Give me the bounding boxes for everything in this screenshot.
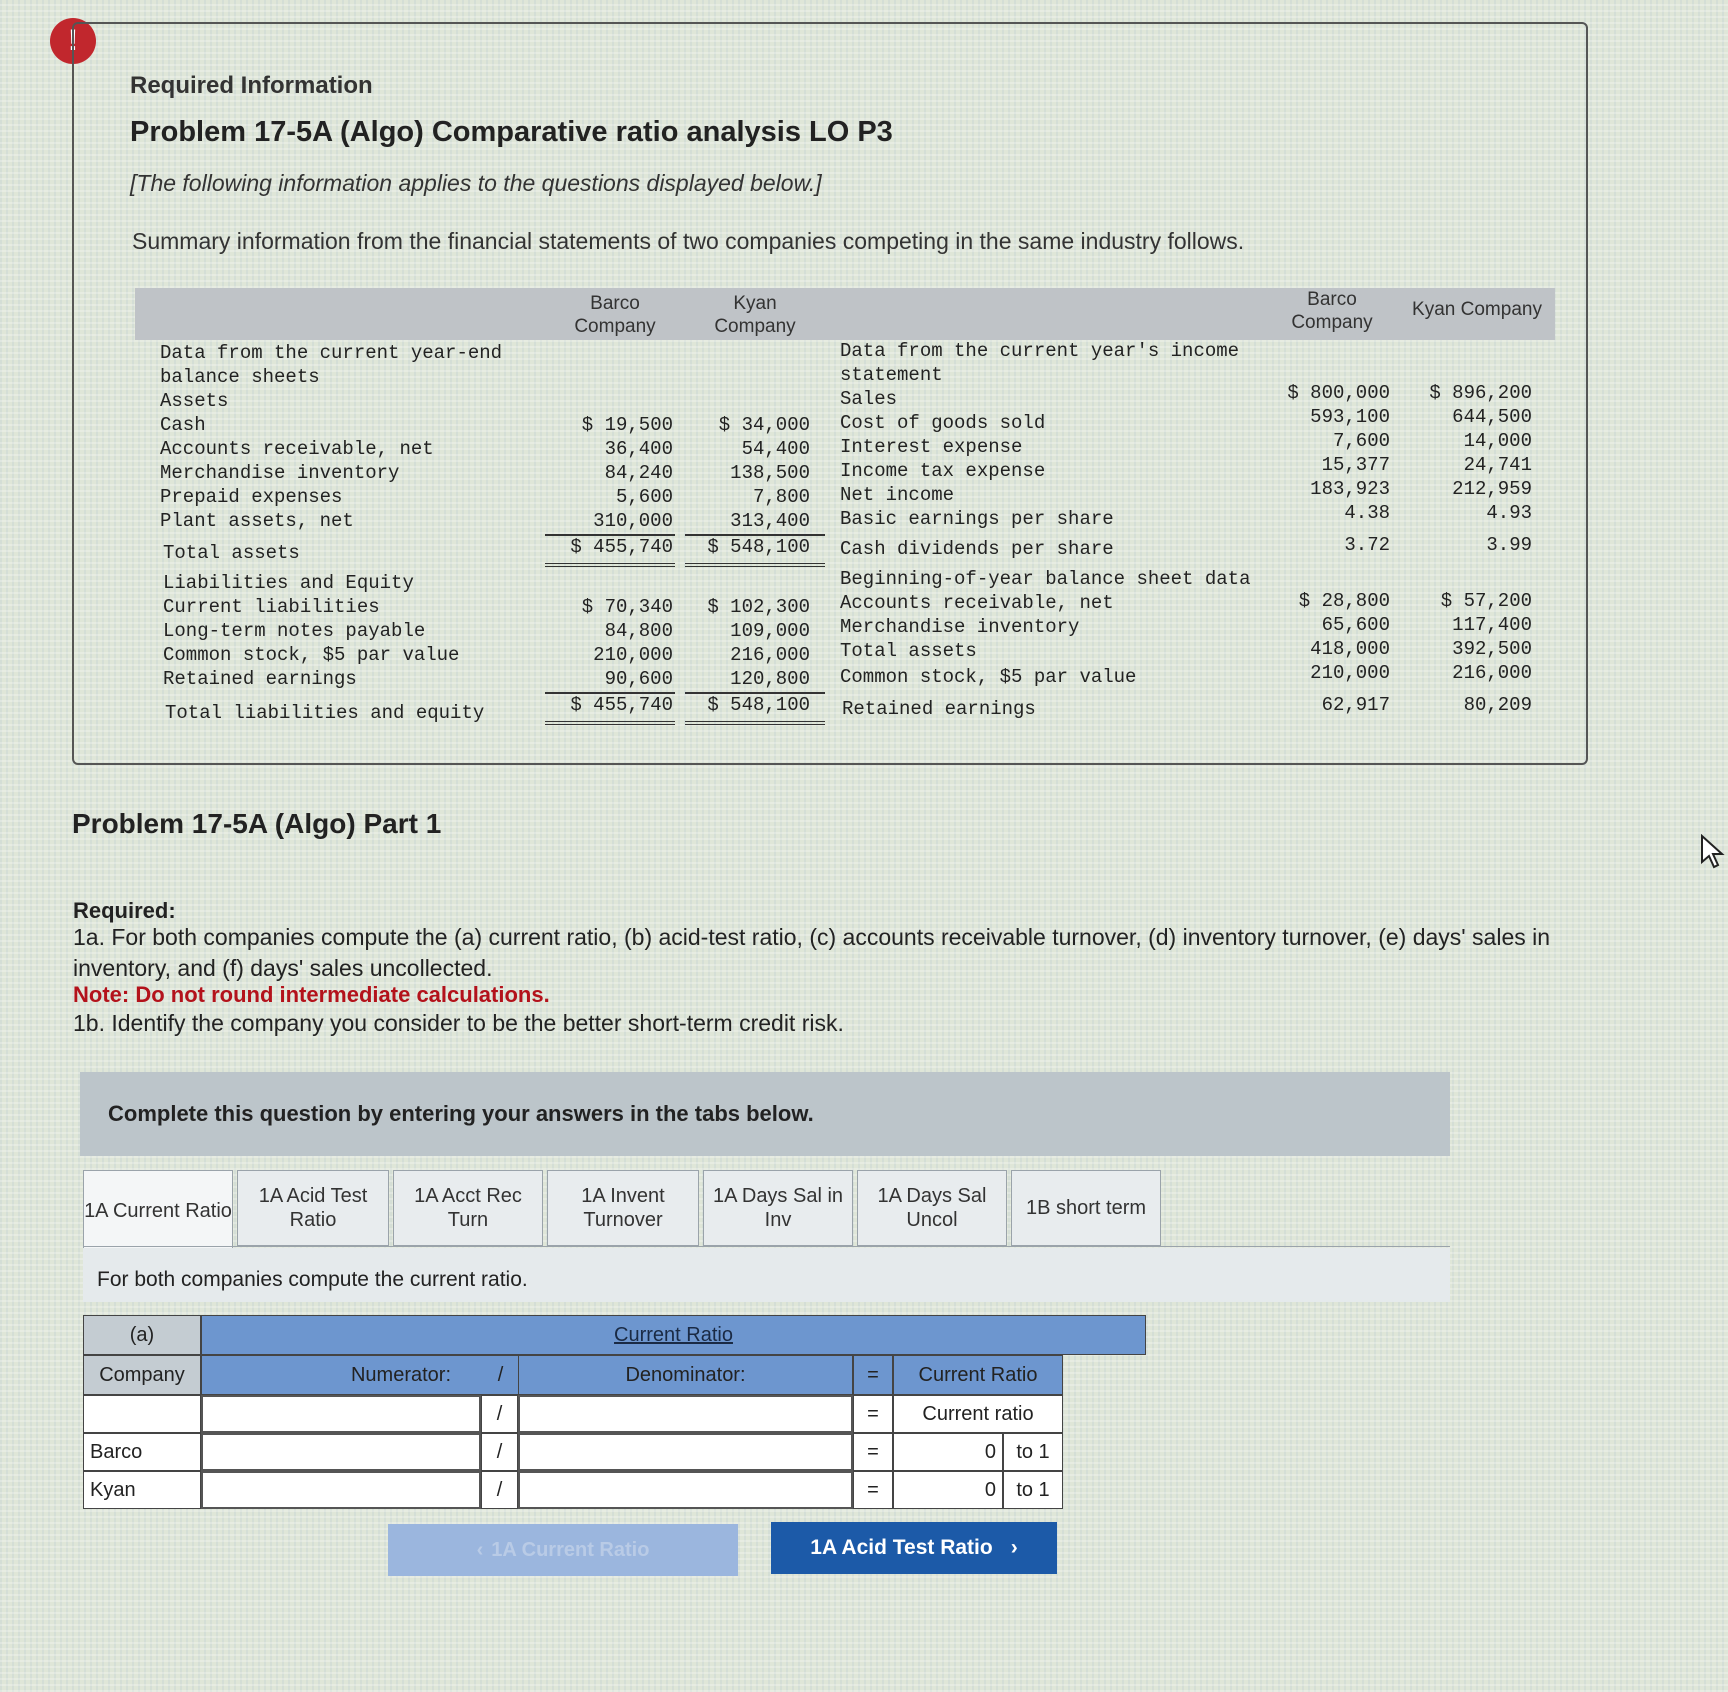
income-row-barco: 4.38 bbox=[1344, 502, 1390, 524]
balance-row-kyan: 138,500 bbox=[730, 462, 810, 484]
tab-invent-turnover[interactable]: 1A Invent Turnover bbox=[547, 1170, 699, 1246]
next-tab-label: 1A Acid Test Ratio bbox=[810, 1536, 993, 1559]
income-row-label: Basic earnings per share bbox=[840, 508, 1114, 530]
numerator-input-barco[interactable] bbox=[201, 1433, 481, 1471]
prev-tab-label: 1A Current Ratio bbox=[491, 1538, 650, 1561]
rounding-note: Note: Do not round intermediate calculations. bbox=[73, 982, 550, 1007]
liab-row-barco: 90,600 bbox=[604, 668, 673, 690]
balance-row-kyan: $ 34,000 bbox=[718, 414, 810, 436]
income-row-kyan: 3.99 bbox=[1486, 534, 1532, 556]
beginning-balance-title: Beginning-of-year balance sheet data bbox=[840, 568, 1251, 590]
beg-row-label: Common stock, $5 par value bbox=[840, 666, 1137, 688]
ratio-suffix: to 1 bbox=[1016, 1440, 1050, 1463]
income-row-label: Interest expense bbox=[840, 436, 1023, 458]
table-title-cell bbox=[201, 1315, 1146, 1355]
result-header-label: Current Ratio bbox=[918, 1363, 1038, 1386]
liab-row-kyan: 120,800 bbox=[730, 668, 810, 690]
income-row-kyan: 14,000 bbox=[1463, 430, 1532, 452]
liabilities-title: Liabilities and Equity bbox=[163, 572, 414, 594]
income-title-line1: Data from the current year's income bbox=[840, 340, 1240, 362]
total-rule bbox=[685, 721, 825, 725]
income-row-label: Sales bbox=[840, 388, 898, 410]
income-row-barco: 3.72 bbox=[1344, 534, 1390, 556]
income-row-barco: 15,377 bbox=[1321, 454, 1390, 476]
liab-row-barco: 210,000 bbox=[593, 644, 673, 666]
tab-instruction: For both companies compute the current ratio. bbox=[97, 1268, 528, 1291]
a-label: (a) bbox=[129, 1323, 155, 1346]
balance-title-line2: balance sheets bbox=[160, 366, 320, 388]
next-tab-button[interactable] bbox=[771, 1522, 1057, 1574]
beg-row-barco: 65,600 bbox=[1321, 614, 1390, 636]
beg-row-label: Accounts receivable, net bbox=[840, 592, 1114, 614]
required-label: Required: bbox=[73, 898, 176, 923]
mouse-cursor-icon bbox=[1700, 834, 1726, 870]
liab-row-label: Retained earnings bbox=[163, 668, 357, 690]
ratio-suffix-kyan bbox=[1003, 1471, 1063, 1509]
liab-row-kyan: 109,000 bbox=[730, 620, 810, 642]
liab-row-label: Long-term notes payable bbox=[163, 620, 426, 642]
balance-row-label: Plant assets, net bbox=[160, 510, 354, 532]
total-liab-kyan: $ 548,100 bbox=[707, 694, 810, 716]
question-1a: 1a. For both companies compute the (a) current ratio, (b) acid-test ratio, (c) accounts receivable turnover, (d) inventory turnover, (e) days' sales in inventory, and (f) days' sales uncollected. bbox=[73, 924, 1551, 981]
slash-sign: / bbox=[496, 1478, 503, 1501]
balance-row-label: Merchandise inventory bbox=[160, 462, 400, 484]
liab-row-label: Current liabilities bbox=[163, 596, 380, 618]
total-liab-barco: $ 455,740 bbox=[570, 694, 673, 716]
equals-sign: = bbox=[867, 1440, 879, 1463]
income-row-label: Cost of goods sold bbox=[840, 412, 1046, 434]
total-liab-label: Total liabilities and equity bbox=[165, 702, 485, 724]
liab-row-kyan: 216,000 bbox=[730, 644, 810, 666]
ratio-value: 0 bbox=[984, 1478, 996, 1501]
company-blank-cell bbox=[83, 1395, 201, 1433]
income-title-line2: statement bbox=[840, 364, 943, 386]
income-row-kyan: 4.93 bbox=[1486, 502, 1532, 524]
income-row-barco: $ 800,000 bbox=[1287, 382, 1390, 404]
denominator-header bbox=[518, 1355, 853, 1395]
balance-row-barco: 310,000 bbox=[593, 510, 673, 532]
total-rule bbox=[545, 563, 675, 567]
income-row-kyan: $ 896,200 bbox=[1429, 382, 1532, 404]
balance-row-label: Prepaid expenses bbox=[160, 486, 343, 508]
tab-underline bbox=[83, 1246, 1450, 1247]
balance-title-line1: Data from the current year-end bbox=[160, 342, 503, 364]
equals-sign: = bbox=[867, 1402, 879, 1425]
balance-row-label: Cash bbox=[160, 414, 206, 436]
income-row-kyan: 212,959 bbox=[1452, 478, 1532, 500]
income-row-kyan: 24,741 bbox=[1463, 454, 1532, 476]
a-label-cell bbox=[83, 1315, 201, 1355]
required-information-heading: Required Information bbox=[130, 72, 373, 99]
liab-row-barco: $ 70,340 bbox=[581, 596, 673, 618]
beg-row-label: Total assets bbox=[840, 640, 977, 662]
ratio-suffix-barco bbox=[1003, 1433, 1063, 1471]
summary-text: Summary information from the financial statements of two companies competing in the same industry follows. bbox=[132, 228, 1245, 254]
balance-row-barco: 5,600 bbox=[615, 486, 673, 508]
numerator-label-input[interactable] bbox=[201, 1395, 481, 1433]
balance-row-barco: 36,400 bbox=[604, 438, 673, 460]
total-assets-label: Total assets bbox=[163, 542, 300, 564]
slash-sign: / bbox=[496, 1402, 503, 1425]
equals-header bbox=[853, 1355, 893, 1395]
income-col-kyan: Kyan Company bbox=[1412, 299, 1542, 320]
company-header bbox=[83, 1355, 201, 1395]
income-row-label: Cash dividends per share bbox=[840, 538, 1114, 560]
slash-cell bbox=[481, 1471, 518, 1509]
total-assets-barco: $ 455,740 bbox=[570, 536, 673, 558]
alert-icon: ! bbox=[50, 18, 96, 64]
ratio-value-kyan bbox=[893, 1471, 1003, 1509]
income-row-barco: 183,923 bbox=[1310, 478, 1390, 500]
equals-cell bbox=[853, 1395, 893, 1433]
result-subheader-cell bbox=[893, 1395, 1063, 1433]
beg-row-kyan: 117,400 bbox=[1452, 614, 1532, 636]
complete-instruction-band bbox=[80, 1072, 1450, 1156]
total-rule bbox=[685, 563, 825, 567]
table-title: Current Ratio bbox=[614, 1323, 733, 1346]
slash-sign: / bbox=[496, 1440, 503, 1463]
slash-header bbox=[483, 1355, 518, 1395]
part-title: Problem 17-5A (Algo) Part 1 bbox=[72, 808, 442, 839]
income-row-label: Net income bbox=[840, 484, 955, 506]
tab-acid-test-ratio[interactable]: 1A Acid Test Ratio bbox=[237, 1170, 389, 1246]
tab-acct-rec-turn[interactable]: 1A Acct Rec Turn bbox=[393, 1170, 543, 1246]
denominator-header-label: Denominator: bbox=[625, 1363, 746, 1386]
ratio-value: 0 bbox=[984, 1440, 996, 1463]
beg-row-kyan: $ 57,200 bbox=[1440, 590, 1532, 612]
balance-col-barco: Barco Company bbox=[574, 293, 656, 337]
beg-row-barco: 62,917 bbox=[1321, 694, 1390, 716]
result-header bbox=[893, 1355, 1063, 1395]
beg-row-label: Retained earnings bbox=[842, 698, 1036, 720]
chevron-left-icon: ‹ bbox=[476, 1538, 484, 1561]
liab-row-label: Common stock, $5 par value bbox=[163, 644, 460, 666]
equals-cell bbox=[853, 1471, 893, 1509]
slash-header-label: / bbox=[497, 1363, 504, 1386]
beg-row-barco: $ 28,800 bbox=[1298, 590, 1390, 612]
denominator-input-barco[interactable] bbox=[518, 1433, 853, 1471]
question-1b: 1b. Identify the company you consider to be the better short-term credit risk. bbox=[73, 1010, 844, 1036]
balance-row-barco: 84,240 bbox=[604, 462, 673, 484]
income-row-barco: 593,100 bbox=[1310, 406, 1390, 428]
beg-row-kyan: 216,000 bbox=[1452, 662, 1532, 684]
numerator-input-kyan[interactable] bbox=[201, 1471, 481, 1509]
denominator-label-input[interactable] bbox=[518, 1395, 853, 1433]
balance-row-barco: $ 19,500 bbox=[581, 414, 673, 436]
liab-row-barco: 84,800 bbox=[604, 620, 673, 642]
chevron-right-icon: › bbox=[1010, 1536, 1018, 1559]
company-name-barco: Barco bbox=[90, 1440, 143, 1463]
equals-sign: = bbox=[867, 1478, 879, 1501]
equals-header-label: = bbox=[867, 1363, 879, 1386]
total-assets-kyan: $ 548,100 bbox=[707, 536, 810, 558]
beg-row-kyan: 392,500 bbox=[1452, 638, 1532, 660]
liab-row-kyan: $ 102,300 bbox=[707, 596, 810, 618]
balance-row-kyan: 313,400 bbox=[730, 510, 810, 532]
result-subheader: Current ratio bbox=[922, 1402, 1034, 1425]
beg-row-barco: 210,000 bbox=[1310, 662, 1390, 684]
prev-tab-button[interactable] bbox=[388, 1524, 738, 1576]
total-rule bbox=[545, 721, 675, 725]
income-row-label: Income tax expense bbox=[840, 460, 1046, 482]
company-name-kyan: Kyan bbox=[90, 1478, 136, 1501]
income-row-barco: 7,600 bbox=[1332, 430, 1390, 452]
assets-label: Assets bbox=[160, 390, 229, 412]
complete-instruction: Complete this question by entering your answers in the tabs below. bbox=[108, 1101, 814, 1126]
denominator-input-kyan[interactable] bbox=[518, 1471, 853, 1509]
numerator-header-label: Numerator: bbox=[350, 1363, 452, 1386]
tab-current-ratio[interactable]: 1A Current Ratio bbox=[83, 1170, 233, 1250]
income-row-kyan: 644,500 bbox=[1452, 406, 1532, 428]
company-cell-kyan bbox=[83, 1471, 201, 1509]
beg-row-label: Merchandise inventory bbox=[840, 616, 1080, 638]
slash-cell bbox=[481, 1433, 518, 1471]
tab-days-sal-uncol[interactable]: 1A Days Sal Uncol bbox=[857, 1170, 1007, 1246]
beg-row-barco: 418,000 bbox=[1310, 638, 1390, 660]
ratio-value-barco bbox=[893, 1433, 1003, 1471]
company-header-label: Company bbox=[99, 1363, 185, 1386]
tab-1b-short-term[interactable]: 1B short term bbox=[1011, 1170, 1161, 1246]
company-cell-barco bbox=[83, 1433, 201, 1471]
problem-title: Problem 17-5A (Algo) Comparative ratio analysis LO P3 bbox=[130, 116, 893, 148]
following-note: [The following information applies to the questions displayed below.] bbox=[130, 170, 822, 196]
ratio-suffix: to 1 bbox=[1016, 1478, 1050, 1501]
beg-row-kyan: 80,209 bbox=[1463, 694, 1532, 716]
income-col-barco: Barco Company bbox=[1291, 289, 1373, 333]
tab-days-sal-in-inv[interactable]: 1A Days Sal in Inv bbox=[703, 1170, 853, 1246]
balance-col-kyan: Kyan Company bbox=[714, 293, 796, 337]
balance-row-label: Accounts receivable, net bbox=[160, 438, 434, 460]
equals-cell bbox=[853, 1433, 893, 1471]
balance-row-kyan: 7,800 bbox=[752, 486, 810, 508]
slash-cell bbox=[481, 1395, 518, 1433]
balance-row-kyan: 54,400 bbox=[741, 438, 810, 460]
